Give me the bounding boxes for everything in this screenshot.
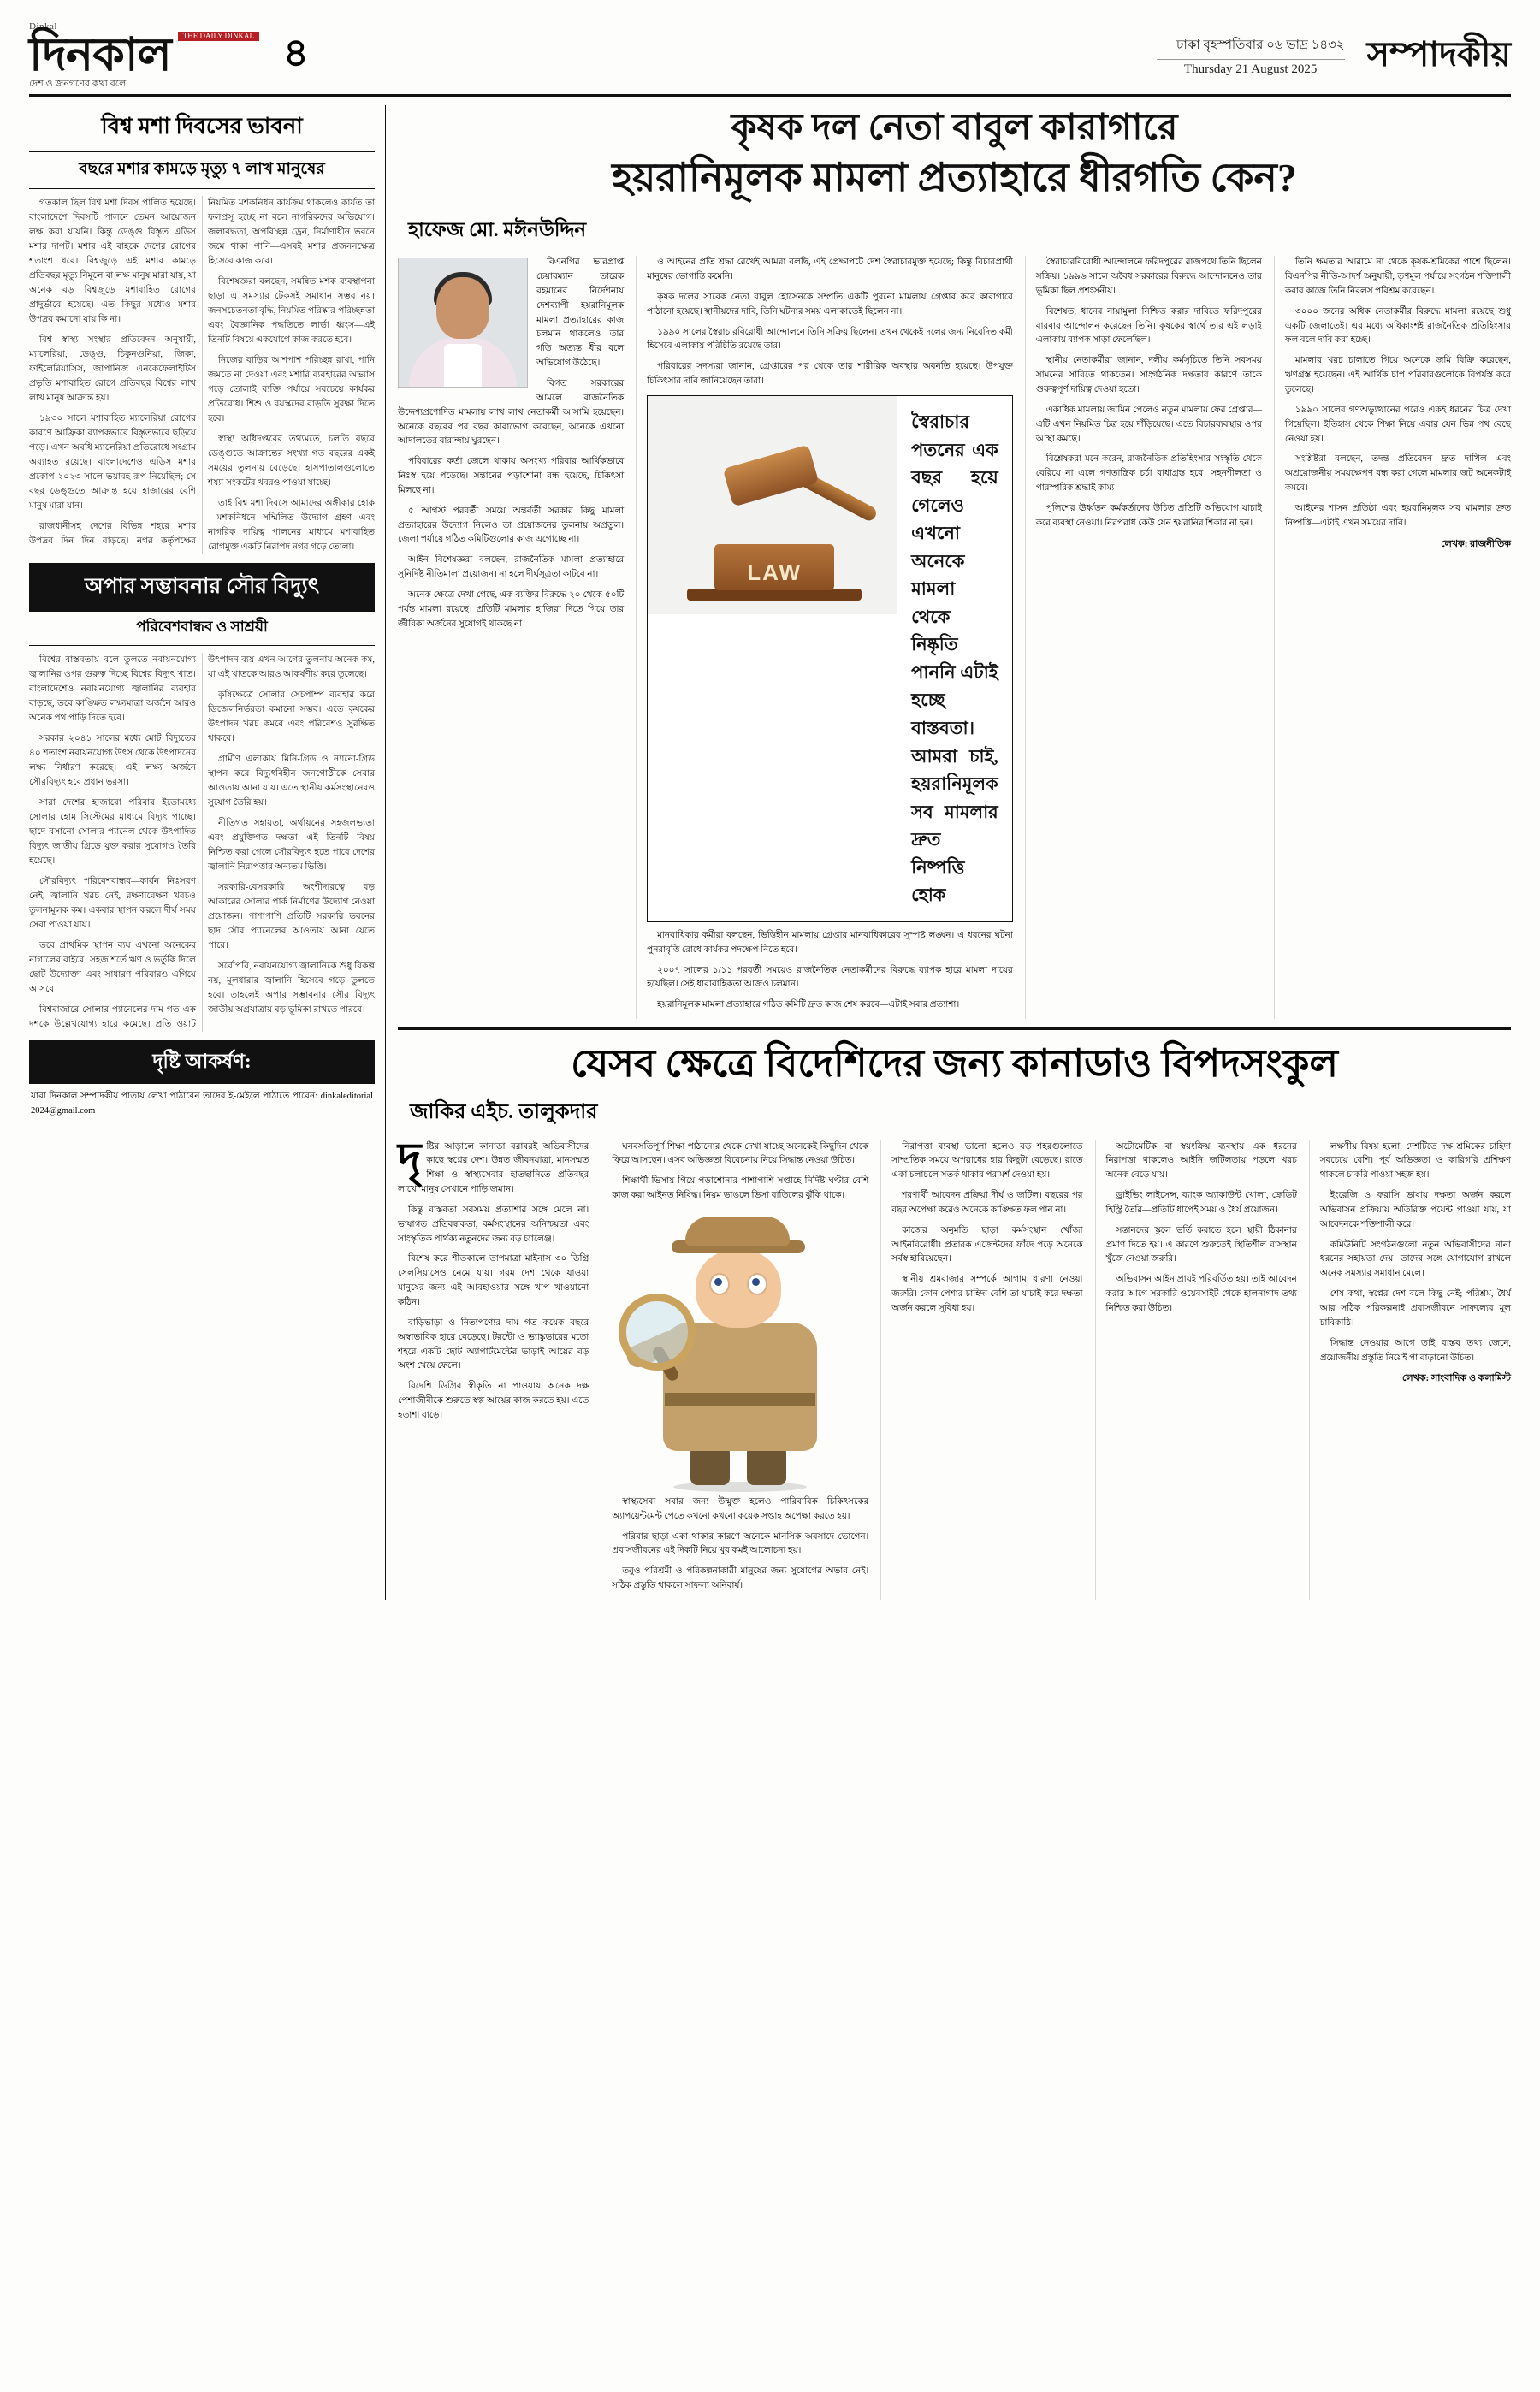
paragraph: সন্তানদের স্কুলে ভর্তি করাতে হলে স্থায়ী ঠিকানার প্রমাণ দিতে হয়। এ কারণে শুরুতেই স্থিতিশীল বাসস্থান খুঁজে নেওয়া জরুরি। bbox=[1105, 1225, 1297, 1264]
paragraph: বিশ্লেষকরা মনে করেন, রাজনৈতিক প্রতিহিংসার সংস্কৃতি থেকে বেরিয়ে না এলে গণতান্ত্রিক চর্চা বাধাগ্রস্ত হবে। সহনশীলতা ও পারস্পরিক শ্রদ্ধাই কাম্য। bbox=[1035, 454, 1262, 494]
paragraph: স্থানীয় নেতাকর্মীরা জানান, দলীয় কর্মসূচিতে তিনি সবসময় সামনের সারিতে থাকতেন। সাংগঠনিক দক্ষতার কারণে তাকে গুরুত্বপূর্ণ দায়িত্ব দেওয়া হতো। bbox=[1035, 356, 1262, 394]
paragraph: কমিউনিটি সংগঠনগুলো নতুন অভিবাসীদের নানা ধরনের সহায়তা দেয়। তাদের সঙ্গে যোগাযোগ রাখলে অনেক সমস্যার সমাধান মেলে। bbox=[1319, 1240, 1511, 1279]
paragraph: সৌরবিদ্যুৎ পরিবেশবান্ধব—কার্বন নিঃসরণ নেই, জ্বালানি খরচ নেই, রক্ষণাবেক্ষণ খরচও তুলনামূলক কম। একবার স্থাপন করলে দীর্ঘ সময় সেবা পাওয়া যায়। bbox=[29, 877, 196, 930]
law-figure-block bbox=[647, 395, 1013, 922]
paragraph: কিন্তু বাস্তবতা সবসময় প্রত্যাশার সঙ্গে মেলে না। ভাষাগত প্রতিবন্ধকতা, কর্মসংস্থানের অনিশ্চয়তা এবং সাংস্কৃতিক পার্থক্য নতুনদের জন্য বড় চ্যালেঞ্জ। bbox=[398, 1205, 589, 1244]
paragraph: বিশেষত, ধানের নায়ামুলা নিশ্চিত করার দাবিতে ফরিদপুরের বারবার আন্দোলন করেছেন তিনি। কৃষকের স্বার্থে তার এই লড়াই এলাকায় ব্যাপক সাড়া ফেলেছিল। bbox=[1035, 306, 1262, 346]
paragraph: অনেক ক্ষেত্রে দেখা গেছে, এক ব্যক্তির বিরুদ্ধে ২০ থেকে ৫০টি পর্যন্ত মামলা রয়েছে। প্রতিটি মামলার হাজিরা দিতে গিয়ে তার জীবিকা অর্জনের সুযোগই থাকছে না। bbox=[398, 589, 625, 629]
paragraph: পরিবারের কর্তা জেলে থাকায় অসংখ্য পরিবার আর্থিকভাবে নিঃস্ব হয়ে পড়েছে। সন্তানের পড়াশোনা বন্ধ হয়েছে, চিকিৎসা মিলছে না। bbox=[398, 457, 625, 495]
paragraph: ষ্টির আড়ালে কানাডা বরাবরই অভিবাসীদের কাছে স্বপ্নের দেশ। উন্নত জীবনযাত্রা, মানসম্মত শিক্ষা ও স্বাস্থ্যসেবার হাতছানিতে প্রতিবছর লাখো মানুষ সেখানে পাড়ি জমান। bbox=[398, 1141, 589, 1195]
second-headline: যেসব ক্ষেত্রে বিদেশিদের জন্য কানাডাও বিপদসংকুল bbox=[571, 1042, 1338, 1086]
left-story2-body bbox=[29, 653, 375, 1032]
paragraph: গতকাল ছিল বিশ্ব মশা দিবস পালিত হয়েছে। বাংলাদেশে দিবসটি পালনে তেমন আয়োজন লক্ষ করা যায়নি। কিন্তু ডেঙ্গু বিস্তৃত এডিস মশার দাপট। মশার এই বাহকে দেশের রোগের শতাংশ ধরে। বিশ্বজুড়ে এই মশার কামড়ে প্রতিবছর মৃত্যু নিমূলে বা লক্ষ মানুষ মারা যায়, যা অনেক বড় বিশ্বজুড়ে মশাবাহিত রোগের প্রাদুর্ভাবে হয়েছে। এত কিছুর মধ্যেও মশার উপদ্রব কমানো যায় কি না। bbox=[29, 198, 196, 324]
attention-notice-title: দৃষ্টি আকর্ষণ: bbox=[29, 1040, 375, 1084]
paragraph: তবে প্রাথমিক স্থাপন ব্যয় এখনো অনেকের নাগালের বাইরে। সহজ শর্তে ঋণ ও ভর্তুকি দিলে ছোট উদ্যোক্তা এবং সাধারণ পরিবারও এগিয়ে আসবে। bbox=[29, 941, 196, 994]
newspaper-logo bbox=[29, 22, 259, 89]
paragraph: ১৯৩০ সালে মশাবাহিত ম্যালেরিয়া রোগের কারণে আফ্রিকা ব্যাপকভাবে বিস্তৃতভাবে ছড়িয়ে পড়ে। এখন অবধি ম্যালেরিয়া প্রতিরোধে সংগ্রাম অব্যাহত রয়েছে। বাংলাদেশেও এডিস মশার প্রকোপ ২০২৩ সালে ভয়াবহ রূপ নিয়েছিল; সে বছর ডেঙ্গুতে আক্রান্ত হয়ে হাজারের বেশি মানুষ মারা যান। bbox=[29, 414, 196, 511]
paragraph: ঘনবসতিপূর্ণ শিক্ষা পাঠানোর থেকে দেখা যাচ্ছে অনেকেই কিছুদিন থেকে ফিরে আসছেন। এসব অভিজ্ঞতা বিবেচনায় নিয়ে সিদ্ধান্ত নেওয়া উচিত। bbox=[612, 1141, 869, 1166]
paragraph: তিনি ক্ষমতার আরামে না থেকে কৃষক-শ্রমিকের পাশে ছিলেন। বিএনপির নীতি-আদর্শ অনুযায়ী, তৃণমূল পর্যায়ে সংগঠন শক্তিশালী করার কাজে তিনি নিরলস পরিশ্রম করেছেন। bbox=[1284, 258, 1512, 296]
logo-latin-name: Dinkal bbox=[29, 21, 57, 32]
dateline-bangla: ঢাকা বৃহস্পতিবার ০৬ ভাদ্র ১৪৩২ bbox=[1176, 38, 1345, 52]
paragraph: পুলিশের ঊর্ধ্বতন কর্মকর্তাদের উচিত প্রতিটি অভিযোগ যাচাই করে ব্যবস্থা নেওয়া। নিরপরাধ কেউ যেন হয়রানির শিকার না হন। bbox=[1035, 503, 1262, 528]
paragraph: কৃষক দলের সাবেক নেতা বাবুল হোসেনকে সম্প্রতি একটি পুরনো মামলায় গ্রেপ্তার করে কারাগারে পাঠানো হয়েছে। স্থানীয়দের দাবি, তিনি ঘটনার সময় এলাকাতেই ছিলেন না। bbox=[647, 292, 1013, 317]
paragraph: কাজের অনুমতি ছাড়া কর্মসংস্থান খোঁজা আইনবিরোধী। প্রতারক এজেন্টদের ফাঁদে পড়ে অনেকে সর্বস্ব হারিয়েছেন। bbox=[891, 1225, 1083, 1264]
paragraph: আইনের শাসন প্রতিষ্ঠা এবং হয়রানিমূলক সব মামলার দ্রুত নিষ্পত্তি—এটাই এখন সময়ের দাবি। bbox=[1284, 503, 1512, 528]
paragraph: শরণার্থী আবেদন প্রক্রিয়া দীর্ঘ ও জটিল। বছরের পর বছর অপেক্ষা করেও অনেকে কাঙ্ক্ষিত ফল পান না। bbox=[891, 1191, 1083, 1215]
paragraph: সারা দেশের হাজারো পরিবার ইতোমধ্যে সোলার হোম সিস্টেমের মাধ্যমে বিদ্যুৎ পাচ্ছে। ছাদে বসানো সোলার প্যানেল থেকে উৎপাদিত বিদ্যুৎ জাতীয় গ্রিডে যুক্ত করার সুযোগও তৈরি হয়েছে। bbox=[29, 798, 196, 866]
masthead-spacer bbox=[309, 22, 1157, 89]
second-byline: জাকির এইচ. তালুকদার bbox=[410, 1100, 598, 1123]
second-story-column-1 bbox=[398, 1134, 589, 1600]
paragraph: নিজের বাড়ির আশপাশ পরিচ্ছন্ন রাখা, পানি জমতে না দেওয়া এবং মশারি ব্যবহারের অভ্যাস গড়ে তোলাই ব্যক্তি পর্যায়ে সবচেয়ে কার্যকর প্রতিরোধ। শিশু ও বয়স্কদের বাড়তি সুরক্ষা দিতে হবে। bbox=[208, 356, 375, 423]
masthead bbox=[29, 22, 1511, 97]
paragraph: ড্রাইভিং লাইসেন্স, ব্যাংক অ্যাকাউন্ট খোলা, ক্রেডিট হিস্ট্রি তৈরি—প্রতিটি ধাপেই সময় ও ধৈর্য প্রয়োজন। bbox=[1105, 1191, 1297, 1215]
main-headline-line1: কৃষক দল নেতা বাবুল কারাগারে bbox=[731, 108, 1178, 148]
main-story-columns bbox=[398, 256, 1511, 1019]
logo-tagline-badge: THE DAILY DINKAL bbox=[178, 32, 259, 41]
paragraph: সরকার ২০৪১ সালের মধ্যে মোট বিদ্যুতের ৪০ শতাংশ নবায়নযোগ্য উৎস থেকে উৎপাদনের লক্ষ্য নির্ধারণ করেছে। এই লক্ষ্য অর্জনে সৌরবিদ্যুৎ হবে প্রধান ভরসা। bbox=[29, 734, 196, 787]
paragraph: ১৯৯০ সালের গণঅভ্যুত্থানের পরেও একই ধরনের চিত্র দেখা গিয়েছিল। ইতিহাস থেকে শিক্ষা নিয়ে এবার যেন ভিন্ন পথ বেছে নেওয়া হয়। bbox=[1284, 405, 1512, 444]
paragraph: স্বাস্থ্যসেবা সবার জন্য উন্মুক্ত হলেও পারিবারিক চিকিৎসকের অ্যাপয়েন্টমেন্ট পেতে কখনো কখনো কয়েক সপ্তাহ অপেক্ষা করতে হয়। bbox=[612, 1496, 869, 1521]
detective-illustration bbox=[612, 1210, 868, 1492]
magnifying-glass-icon bbox=[619, 1294, 696, 1371]
logo-slogan: দেশ ও জনগণের কথা বলে bbox=[29, 79, 127, 89]
left-story1-subhead: বছরে মশার কামড়ে মৃত্যু ৭ লাখ মানুষের bbox=[29, 151, 375, 189]
paragraph: লক্ষণীয় বিষয় হলো, দেশটিতে দক্ষ শ্রমিকের চাহিদা সবচেয়ে বেশি। পূর্ব অভিজ্ঞতা ও কারিগরি প্রশিক্ষণ থাকলে চাকরি পাওয়া সহজ হয়। bbox=[1319, 1141, 1511, 1181]
paragraph: মানবাধিকার কর্মীরা বলছেন, ভিত্তিহীন মামলায় গ্রেপ্তার মানবাধিকারের সুস্পষ্ট লঙ্ঘন। এ ধরনের ঘটনা পুনরাবৃত্তি রোধে কার্যকর পদক্ষেপ নিতে হবে। bbox=[647, 930, 1013, 955]
left-story2-band-title: অপার সম্ভাবনার সৌর বিদ্যুৎ bbox=[29, 563, 375, 612]
paragraph: ইংরেজি ও ফরাসি ভাষায় দক্ষতা অর্জন করলে অভিবাসন প্রক্রিয়ায় অতিরিক্ত পয়েন্ট পাওয়া যায়, যা আবেদনকে শক্তিশালী করে। bbox=[1319, 1191, 1511, 1229]
paragraph: স্থানীয় শ্রমবাজার সম্পর্কে আগাম ধারণা নেওয়া জরুরি। কোন পেশার চাহিদা বেশি তা যাচাই করে দক্ষতা অর্জন করলে সুবিধা হয়। bbox=[891, 1275, 1083, 1313]
paragraph: ২০০৭ সালের ১/১১ পরবর্তী সময়েও রাজনৈতিক নেতাকর্মীদের বিরুদ্ধে ব্যাপক হারে মামলা দায়ের হয়েছিল। সেই ধারাবাহিকতা আজও চলমান। bbox=[647, 965, 1013, 990]
paragraph: স্বৈরাচারবিরোধী আন্দোলনে ফরিদপুরের রাজপথে তিনি ছিলেন সক্রিয়। ১৯৯৬ সালে অবৈধ সরকারের বিরুদ্ধে আন্দোলনেও তার ভূমিকা ছিল প্রশংসনীয়। bbox=[1035, 258, 1262, 296]
paragraph: বিশ্ব স্বাস্থ্য সংস্থার প্রতিবেদন অনুযায়ী, ম্যালেরিয়া, ডেঙ্গু, চিকুনগুনিয়া, জিকা, ফাইলেরিয়াসিস, জাপানিজ এনকেফেলাইটিস প্রভৃতি মশাবাহিত রোগে প্রতিবছর বিশ্বের লাখ লাখ মানুষ আক্রান্ত হয়। bbox=[29, 335, 196, 403]
right-column bbox=[398, 105, 1511, 1600]
paragraph: শিক্ষার্থী ভিসায় গিয়ে পড়াশোনার পাশাপাশি সপ্তাহে নির্দিষ্ট ঘণ্টার বেশি কাজ করা আইনত নিষিদ্ধ। নিয়ম ভাঙলে ভিসা বাতিলের ঝুঁকি থাকে। bbox=[612, 1176, 869, 1201]
paragraph: বিশ্ববাজারে সোলার প্যানেলের দাম গত এক দশকে উল্লেখযোগ্য হারে কমেছে। প্রতি ওয়াট উৎপাদন ব্যয় এখন আগের তুলনায় অনেক কম, যা এই খাতকে আরও আকর্ষণীয় করে তুলেছে। bbox=[29, 655, 375, 1029]
main-story-column-2 bbox=[636, 256, 1013, 1019]
paragraph: নিরাপত্তা ব্যবস্থা ভালো হলেও বড় শহরগুলোতে সাম্প্রতিক সময়ে অপরাধের হার কিছুটা বেড়েছে। রাতে একা চলাচলে সতর্ক থাকার পরামর্শ দেওয়া হয়। bbox=[891, 1141, 1083, 1181]
paragraph: কৃষিক্ষেত্রে সোলার সেচপাম্প ব্যবহার করে ডিজেলনির্ভরতা কমানো সম্ভব। এতে কৃষকের উৎপাদন খরচ কমবে এবং পরিবেশও সুরক্ষিত থাকবে। bbox=[208, 690, 375, 743]
paragraph: পরিবার ছাড়া একা থাকার কারণে অনেকে মানসিক অবসাদে ভোগেন। প্রবাসজীবনের এই দিকটি নিয়ে খুব কমই আলোচনা হয়। bbox=[612, 1531, 869, 1556]
section-title: সম্পাদকীয় bbox=[1366, 34, 1511, 74]
paragraph: পরিবারের সদস্যরা জানান, গ্রেপ্তারের পর থেকে তার শারীরিক অবস্থার অবনতি হয়েছে। উপযুক্ত চিকিৎসার দাবি জানিয়েছেন তারা। bbox=[647, 362, 1013, 387]
paragraph: বিএনপির ভারপ্রাপ্ত চেয়ারম্যান তারেক রহমানের নির্দেশনায় দেশব্যাপী হয়রানিমূলক মামলা প্রত্যাহারের কাজ চলমান থাকলেও তার গতি অত্যন্ত ধীর বলে অভিযোগ উঠেছে। bbox=[536, 258, 625, 369]
law-block-label bbox=[714, 544, 834, 590]
paragraph: বিশেষজ্ঞরা বলছেন, সমন্বিত মশক ব্যবস্থাপনা ছাড়া এ সমস্যার টেকসই সমাধান সম্ভব নয়। জনসচেতনতা বৃদ্ধি, নিয়মিত পরিষ্কার-পরিচ্ছন্নতা এবং বৈজ্ঞানিক পদ্ধতিতে লার্ভা ধ্বংস—এই তিনটি বিষয়ে একযোগে কাজ করতে হবে। bbox=[208, 277, 375, 345]
main-story-column-1 bbox=[398, 256, 624, 1019]
paragraph: গ্রামীণ এলাকায় মিনি-গ্রিড ও ন্যানো-গ্রিড স্থাপন করে বিদ্যুৎবিহীন জনগোষ্ঠীকে সেবার আওতায় আনা যায়। এতে স্থানীয় কর্মসংস্থানেরও সুযোগ তৈরি হয়। bbox=[208, 755, 375, 808]
logo-wordmark-row bbox=[29, 29, 259, 80]
logo-bangla-name: দিনকাল bbox=[29, 29, 171, 80]
paragraph: অভিবাসন আইন প্রায়ই পরিবর্তিত হয়। তাই আবেদন করার আগে সরকারি ওয়েবসাইট থেকে হালনাগাদ তথ্য নিশ্চিত করা উচিত। bbox=[1105, 1275, 1297, 1313]
paragraph: সিদ্ধান্ত নেওয়ার আগে তাই বাস্তব তথ্য জেনে, প্রয়োজনীয় প্রস্তুতি নিয়েই পা বাড়ানো উচিত। bbox=[1319, 1338, 1511, 1363]
main-headline-line2: হয়রানিমূলক মামলা প্রত্যাহারে ধীরগতি কেন? bbox=[612, 155, 1297, 199]
second-story-column-4 bbox=[1095, 1140, 1297, 1600]
second-story-writer-note: লেখক: সাংবাদিক ও কলামিস্ট bbox=[1401, 1373, 1511, 1384]
author-portrait bbox=[398, 258, 528, 388]
masthead-right bbox=[1157, 22, 1511, 89]
main-story-column-4 bbox=[1274, 256, 1511, 1019]
paragraph: স্বাস্থ্য অধিদপ্তরের তথ্যমতে, চলতি বছরে ডেঙ্গুতে আক্রান্তের সংখ্যা গত বছরের একই সময়ের তুলনায় বেড়েছে। হাসপাতালগুলোতে শয্যা সংকটের খবরও পাওয়া যাচ্ছে। bbox=[208, 435, 375, 488]
paragraph: বিশেষ করে শীতকালে তাপমাত্রা মাইনাস ৩০ ডিগ্রি সেলসিয়াসেও নেমে যায়। গরম দেশ থেকে যাওয়া মানুষের জন্য এই আবহাওয়ার সঙ্গে খাপ খাওয়ানো কঠিন। bbox=[398, 1254, 589, 1307]
dateline-english: Thursday 21 August 2025 bbox=[1157, 59, 1345, 77]
masthead-left bbox=[29, 22, 309, 89]
left-column bbox=[29, 105, 386, 1600]
paragraph: বিগত সরকারের আমলে রাজনৈতিক উদ্দেশ্যপ্রণোদিত মামলায় লাখ লাখ নেতাকর্মী আসামি হয়েছেন। অনেকে বছরের পর বছর কারাভোগ করেছেন, অনেকে এখনো আদালতের বারান্দায় ঘুরছেন। bbox=[398, 379, 625, 447]
section-divider bbox=[398, 1027, 1511, 1030]
paragraph: রাজধানীসহ দেশের বিভিন্ন শহরে মশার উপদ্রব দিন দিন বাড়ছে। নগর কর্তৃপক্ষের নিয়মিত মশকনিধন কার্যক্রম থাকলেও কার্যত তা ফলপ্রসূ হচ্ছে না বলে নাগরিকদের অভিযোগ। জলাবদ্ধতা, অপরিচ্ছন্ন ড্রেন, নির্মাণাধীন ভবনে জমে থাকা পানি—এসবই মশার প্রজননক্ষেত্র হিসেবে কাজ করে। bbox=[29, 198, 375, 546]
second-story-column-2 bbox=[601, 1140, 868, 1600]
pull-quote: স্বৈরাচার পতনের এক বছর হয়ে গেলেও এখনো অনেকে মামলা থেকে নিষ্কৃতি পাননি এটাই হচ্ছে বাস্তবতা। আমরা চাই, হয়রানিমূলক সব মামলার দ্রুত নিষ্পত্তি হোক bbox=[911, 411, 998, 906]
paragraph: অটোমেটিক বা স্বয়ংক্রিয় ব্যবস্থায় এক ধরনের নিরাপত্তা থাকলেও আইনি জটিলতায় পড়লে খরচ অনেক বেড়ে যায়। bbox=[1105, 1141, 1297, 1181]
paragraph: ৫ আগস্ট পরবর্তী সময়ে অন্তর্বর্তী সরকার কিছু মামলা প্রত্যাহারের উদ্যোগ নিলেও তা প্রয়োজনের তুলনায় অপ্রতুল। জেলা পর্যায়ে গঠিত কমিটিগুলোর কাজ এগোচ্ছে না। bbox=[398, 506, 625, 545]
paragraph: আইন বিশেষজ্ঞরা বলছেন, রাজনৈতিক মামলা প্রত্যাহারে সুনির্দিষ্ট নীতিমালা প্রয়োজন। না হলে দীর্ঘসূত্রতা কাটবে না। bbox=[398, 555, 625, 580]
page-number: ৪ bbox=[282, 31, 309, 74]
gavel-image bbox=[648, 396, 897, 614]
left-story1-body bbox=[29, 196, 375, 554]
paragraph: তাই বিশ্ব মশা দিবসে আমাদের অঙ্গীকার হোক—মশকনিধনে সম্মিলিত উদ্যোগ গ্রহণ এবং নাগরিক দায়িত্ব পালনের মাধ্যমে মশাবাহিত রোগমুক্ত একটি নিরাপদ নগর গড়ে তোলা। bbox=[208, 499, 375, 552]
page-body bbox=[29, 105, 1511, 1600]
second-story-column-3 bbox=[880, 1140, 1082, 1600]
paragraph: নীতিগত সহায়তা, অর্থায়নের সহজলভ্যতা এবং প্রযুক্তিগত দক্ষতা—এই তিনটি বিষয় নিশ্চিত করা গেলে সৌরবিদ্যুৎ হতে পারে দেশের জ্বালানি নিরাপত্তার অন্যতম ভিত্তি। bbox=[208, 819, 375, 872]
second-story-column-5 bbox=[1309, 1140, 1511, 1600]
drop-cap: দৃ bbox=[398, 1134, 422, 1184]
paragraph: সংশ্লিষ্টরা বলছেন, তদন্ত প্রতিবেদন দ্রুত দাখিল এবং অপ্রয়োজনীয় সময়ক্ষেপণ বন্ধ করা গেলে মামলার জট অনেকটাই কমবে। bbox=[1284, 454, 1512, 494]
paragraph: সর্বোপরি, নবায়নযোগ্য জ্বালানিকে শুধু বিকল্প নয়, মূলধারার জ্বালানি হিসেবে গড়ে তুলতে হবে। তাহলেই অপার সম্ভাবনার সৌর বিদ্যুৎ জাতীয় অগ্রযাত্রায় বড় ভূমিকা রাখতে পারবে। bbox=[208, 962, 375, 1015]
paragraph: ১৯৯০ সালের স্বৈরাচারবিরোধী আন্দোলনে তিনি সক্রিয় ছিলেন। তখন থেকেই দলের জন্য নিবেদিত কর্মী হিসেবে এলাকায় পরিচিতি রয়েছে তার। bbox=[647, 327, 1013, 352]
main-byline: হাফেজ মো. মঈনউদ্দিন bbox=[408, 219, 587, 241]
paragraph: সরকারি-বেসরকারি অংশীদারত্বে বড় আকারের সোলার পার্ক নির্মাণের উদ্যোগ নেওয়া প্রয়োজন। পাশাপাশি প্রতিটি সরকারি ভবনের ছাদ সৌর প্যানেলের আওতায় আনা যেতে পারে। bbox=[208, 883, 375, 950]
paragraph: শেষ কথা, স্বপ্নের দেশ বলে কিছু নেই; পরিশ্রম, ধৈর্য আর সঠিক পরিকল্পনাই প্রবাসজীবনে সাফল্যের মূল চাবিকাঠি। bbox=[1319, 1289, 1511, 1328]
paragraph: তবুও পরিশ্রমী ও পরিকল্পনাকারী মানুষের জন্য সুযোগের অভাব নেই। সঠিক প্রস্তুতি থাকলে সাফল্য অনিবার্য। bbox=[612, 1566, 869, 1591]
left-story2-subtitle: পরিবেশবান্ধব ও সাশ্রয়ী bbox=[29, 612, 375, 646]
paragraph: ও আইনের প্রতি শ্রদ্ধা রেখেই আমরা বলছি, এই প্রেক্ষাপটে দেশ স্বৈরাচারমুক্ত হয়েছে; কিন্তু বিচারপ্রার্থী মানুষের ভোগান্তি কমেনি। bbox=[647, 258, 1013, 282]
paragraph: হয়রানিমূলক মামলা প্রত্যাহারে গঠিত কমিটি দ্রুত কাজ শেষ করবে—এটাই সবার প্রত্যাশা। bbox=[657, 1000, 960, 1010]
paragraph: বাড়িভাড়া ও নিত্যপণ্যের দাম গত কয়েক বছরে অস্বাভাবিক হারে বেড়েছে। টরন্টো ও ভ্যাঙ্কুভারের মতো শহরে একটি ছোট অ্যাপার্টমেন্টের ভাড়াই আয়ের বড় অংশ খেয়ে ফেলে। bbox=[398, 1317, 589, 1371]
main-story-writer-note: লেখক: রাজনীতিক bbox=[1441, 538, 1512, 549]
paragraph: বিশ্বের বাস্তবতায় বলে তুলতে নবায়নযোগ্য জ্বালানির ওপর গুরুত্ব দিচ্ছে বিশ্বের বিদ্যুৎ খাত। বাংলাদেশেও নবায়নযোগ্য জ্বালানির ব্যবহার বাড়ছে, তবে কাঙ্ক্ষিত লক্ষ্যমাত্রা অর্জনে আরও অনেক পথ পাড়ি দিতে হবে। bbox=[29, 655, 196, 723]
paragraph: ৩০০০ জনের অধিক নেতাকর্মীর বিরুদ্ধে মামলা রয়েছে শুধু একটি জেলাতেই। এর মধ্যে অধিকাংশই রাজনৈতিক প্রতিহিংসার ফল বলে দাবি করা হচ্ছে। bbox=[1284, 306, 1512, 346]
paragraph: একাধিক মামলায় জামিন পেলেও নতুন মামলায় ফের গ্রেপ্তার—এটি এখন নিয়মিত চিত্র হয়ে দাঁড়িয়েছে। এতে বিচারব্যবস্থার ওপর আস্থা কমছে। bbox=[1035, 405, 1262, 444]
dateline-block bbox=[1157, 35, 1345, 77]
paragraph: মামলার খরচ চালাতে গিয়ে অনেকে জমি বিক্রি করেছেন, ঋণগ্রস্ত হয়েছেন। এই আর্থিক চাপ পরিবারগুলোকে বিপর্যস্ত করে তুলেছে। bbox=[1284, 356, 1512, 394]
attention-notice-text: যারা দিনকাল সম্পাদকীয় পাতায় লেখা পাঠাবেন তাদের ই-মেইলে পাঠাতে পারেন: dinkaleditorial 2024@gmail.com bbox=[31, 1092, 373, 1116]
main-story-column-3 bbox=[1025, 256, 1262, 1019]
left-story1-kicker: বিশ্ব মশা দিবসের ভাবনা bbox=[101, 114, 303, 139]
second-story-columns bbox=[398, 1134, 1511, 1600]
paragraph: বিদেশি ডিগ্রির স্বীকৃতি না পাওয়ায় অনেক দক্ষ পেশাজীবীকে শুরুতে স্বল্প আয়ের কাজ করতে হয়। এতে হতাশা বাড়ে। bbox=[398, 1382, 589, 1420]
